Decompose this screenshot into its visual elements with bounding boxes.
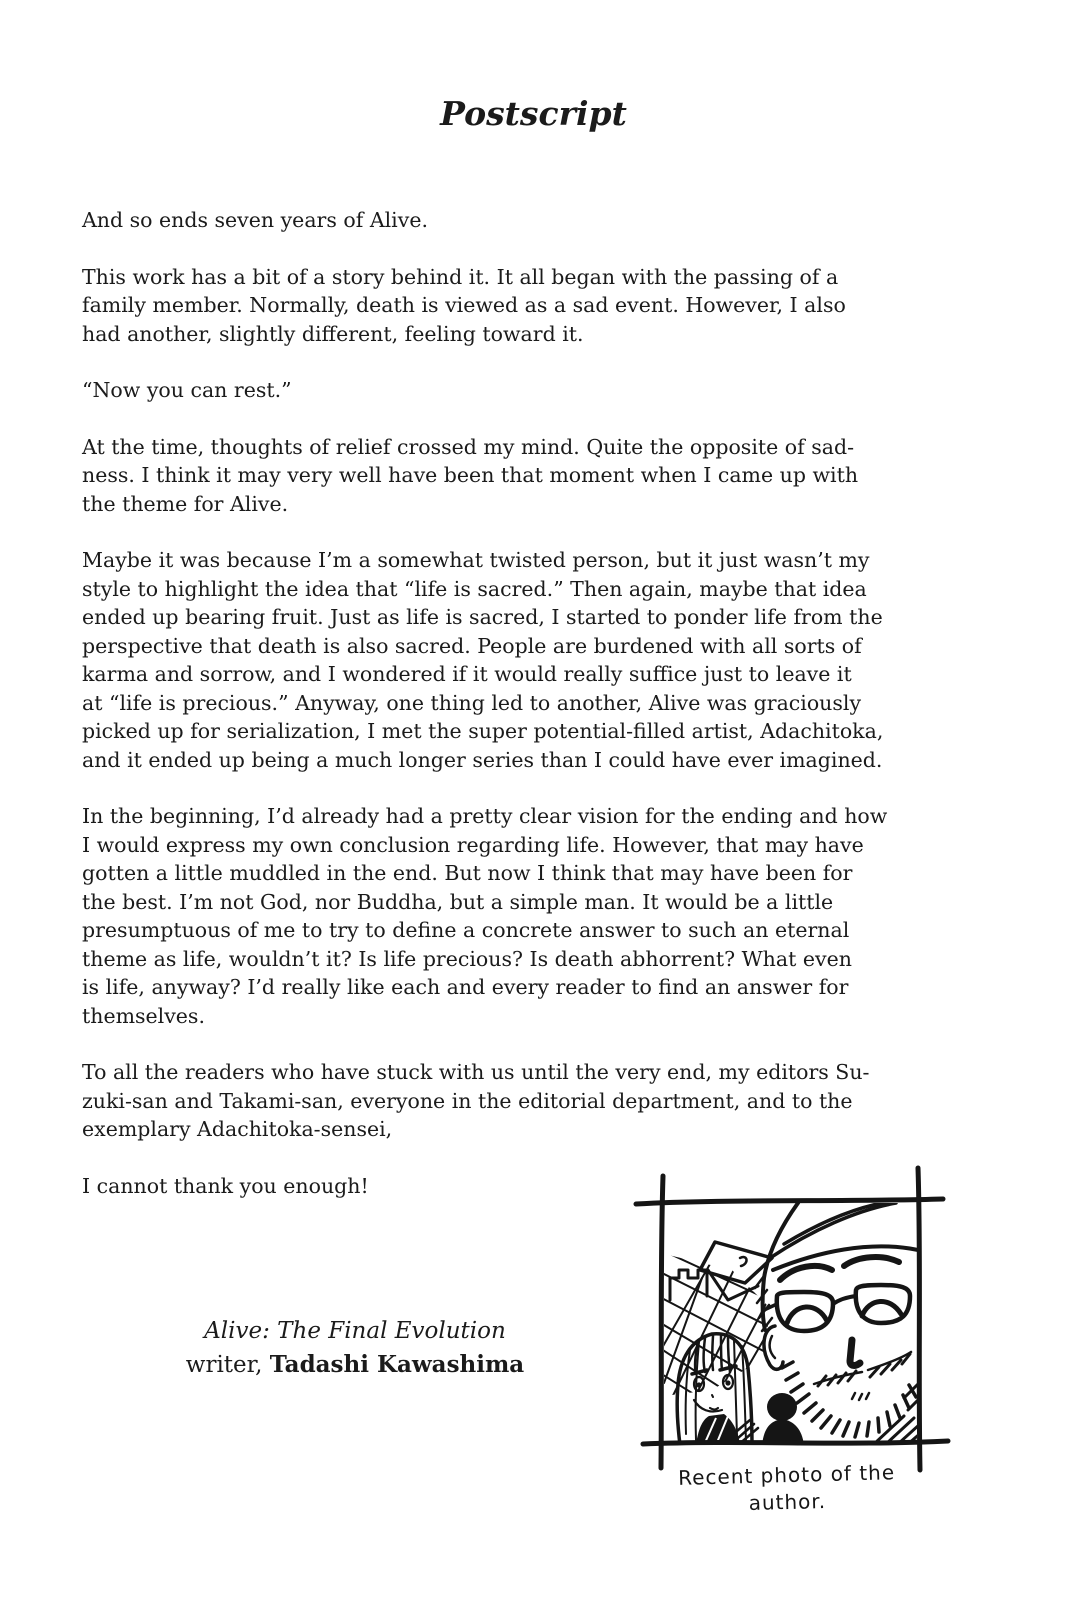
paragraph-line: At the time, thoughts of relief crossed my mind. Quite the opposite of sad- (82, 434, 854, 459)
paragraph (82, 376, 887, 405)
paragraph-line: is life, anyway? I’d really like each and every reader to find an answer for (82, 975, 849, 999)
paragraph-line: This work has a bit of a story behind it. It all began with the passing of a (82, 264, 839, 289)
writer-name: Tadashi Kawashima (269, 1351, 525, 1378)
paragraph-line: karma and sorrow, and I wondered if it would really suffice just to leave it (82, 662, 852, 686)
writer-line (80, 1348, 630, 1382)
author-photo-illustration (612, 1158, 957, 1478)
author-sketch-icon (612, 1158, 957, 1478)
paragraph (82, 206, 887, 235)
paragraph (82, 1058, 887, 1144)
paragraph-line: zuki-san and Takami-san, everyone in the editorial department, and to the (82, 1088, 853, 1113)
page-title: Postscript (440, 94, 627, 133)
paragraph-line: presumptuous of me to try to define a concrete answer to such an eternal (82, 918, 850, 942)
paragraph-line: To all the readers who have stuck with us until the very end, my editors Su- (82, 1060, 870, 1084)
paragraph-line: In the beginning, I’d already had a pretty clear vision for the ending and how (82, 804, 888, 828)
paragraph-line: I cannot thank you enough! (82, 1173, 369, 1198)
writer-prefix: writer, (185, 1352, 270, 1378)
caption-line: Recent photo of the (677, 1460, 896, 1490)
paragraph (82, 546, 887, 774)
paragraph-line: the best. I’m not God, nor Buddha, but a simple man. It would be a little (82, 889, 834, 914)
paragraph-line: and it ended up being a much longer series than I could have ever imagined. (82, 747, 883, 772)
turret-outline (670, 1270, 707, 1300)
paragraph-line: “Now you can rest.” (82, 378, 292, 402)
paragraph (82, 263, 887, 349)
paragraph-line: themselves. (82, 1003, 205, 1028)
signature-block (80, 1314, 630, 1382)
book-title: Alive: The Final Evolution (204, 1318, 506, 1344)
paragraph-line: gotten a little muddled in the end. But now I think that may have been for (82, 861, 853, 885)
paragraph-line: family member. Normally, death is viewed as a sad event. However, I also (82, 293, 846, 317)
paragraph-line: ended up bearing fruit. Just as life is sacred, I started to ponder life from the (82, 605, 883, 629)
paragraph-line: exemplary Adachitoka-sensei, (82, 1117, 393, 1141)
paragraph-line: perspective that death is also sacred. People are burdened with all sorts of (82, 633, 862, 658)
paragraph-line: ness. I think it may very well have been that moment when I came up with (82, 463, 859, 487)
caption-line: author. (748, 1488, 827, 1516)
paragraph (82, 802, 887, 1030)
paragraph-line: style to highlight the idea that “life is sacred.” Then again, maybe that idea (82, 576, 867, 601)
paragraph-line: theme as life, wouldn’t it? Is life precious? Is death abhorrent? What even (82, 946, 852, 971)
paragraph-line: Maybe it was because I’m a somewhat twisted person, but it just wasn’t my (82, 548, 870, 572)
paragraph-line: And so ends seven years of Alive. (82, 208, 428, 232)
paragraph-line: picked up for serialization, I met the super potential-filled artist, Adachitoka, (82, 719, 884, 743)
paragraph-line: the theme for Alive. (82, 491, 289, 516)
paragraph (82, 433, 887, 519)
paragraph-line: at “life is precious.” Anyway, one thing led to another, Alive was graciously (82, 690, 862, 715)
body-text (82, 206, 887, 1228)
paragraph-line: I would express my own conclusion regarding life. However, that may have (82, 832, 864, 857)
paragraph-line: had another, slightly different, feeling toward it. (82, 321, 584, 346)
illustration-caption (641, 1458, 932, 1520)
